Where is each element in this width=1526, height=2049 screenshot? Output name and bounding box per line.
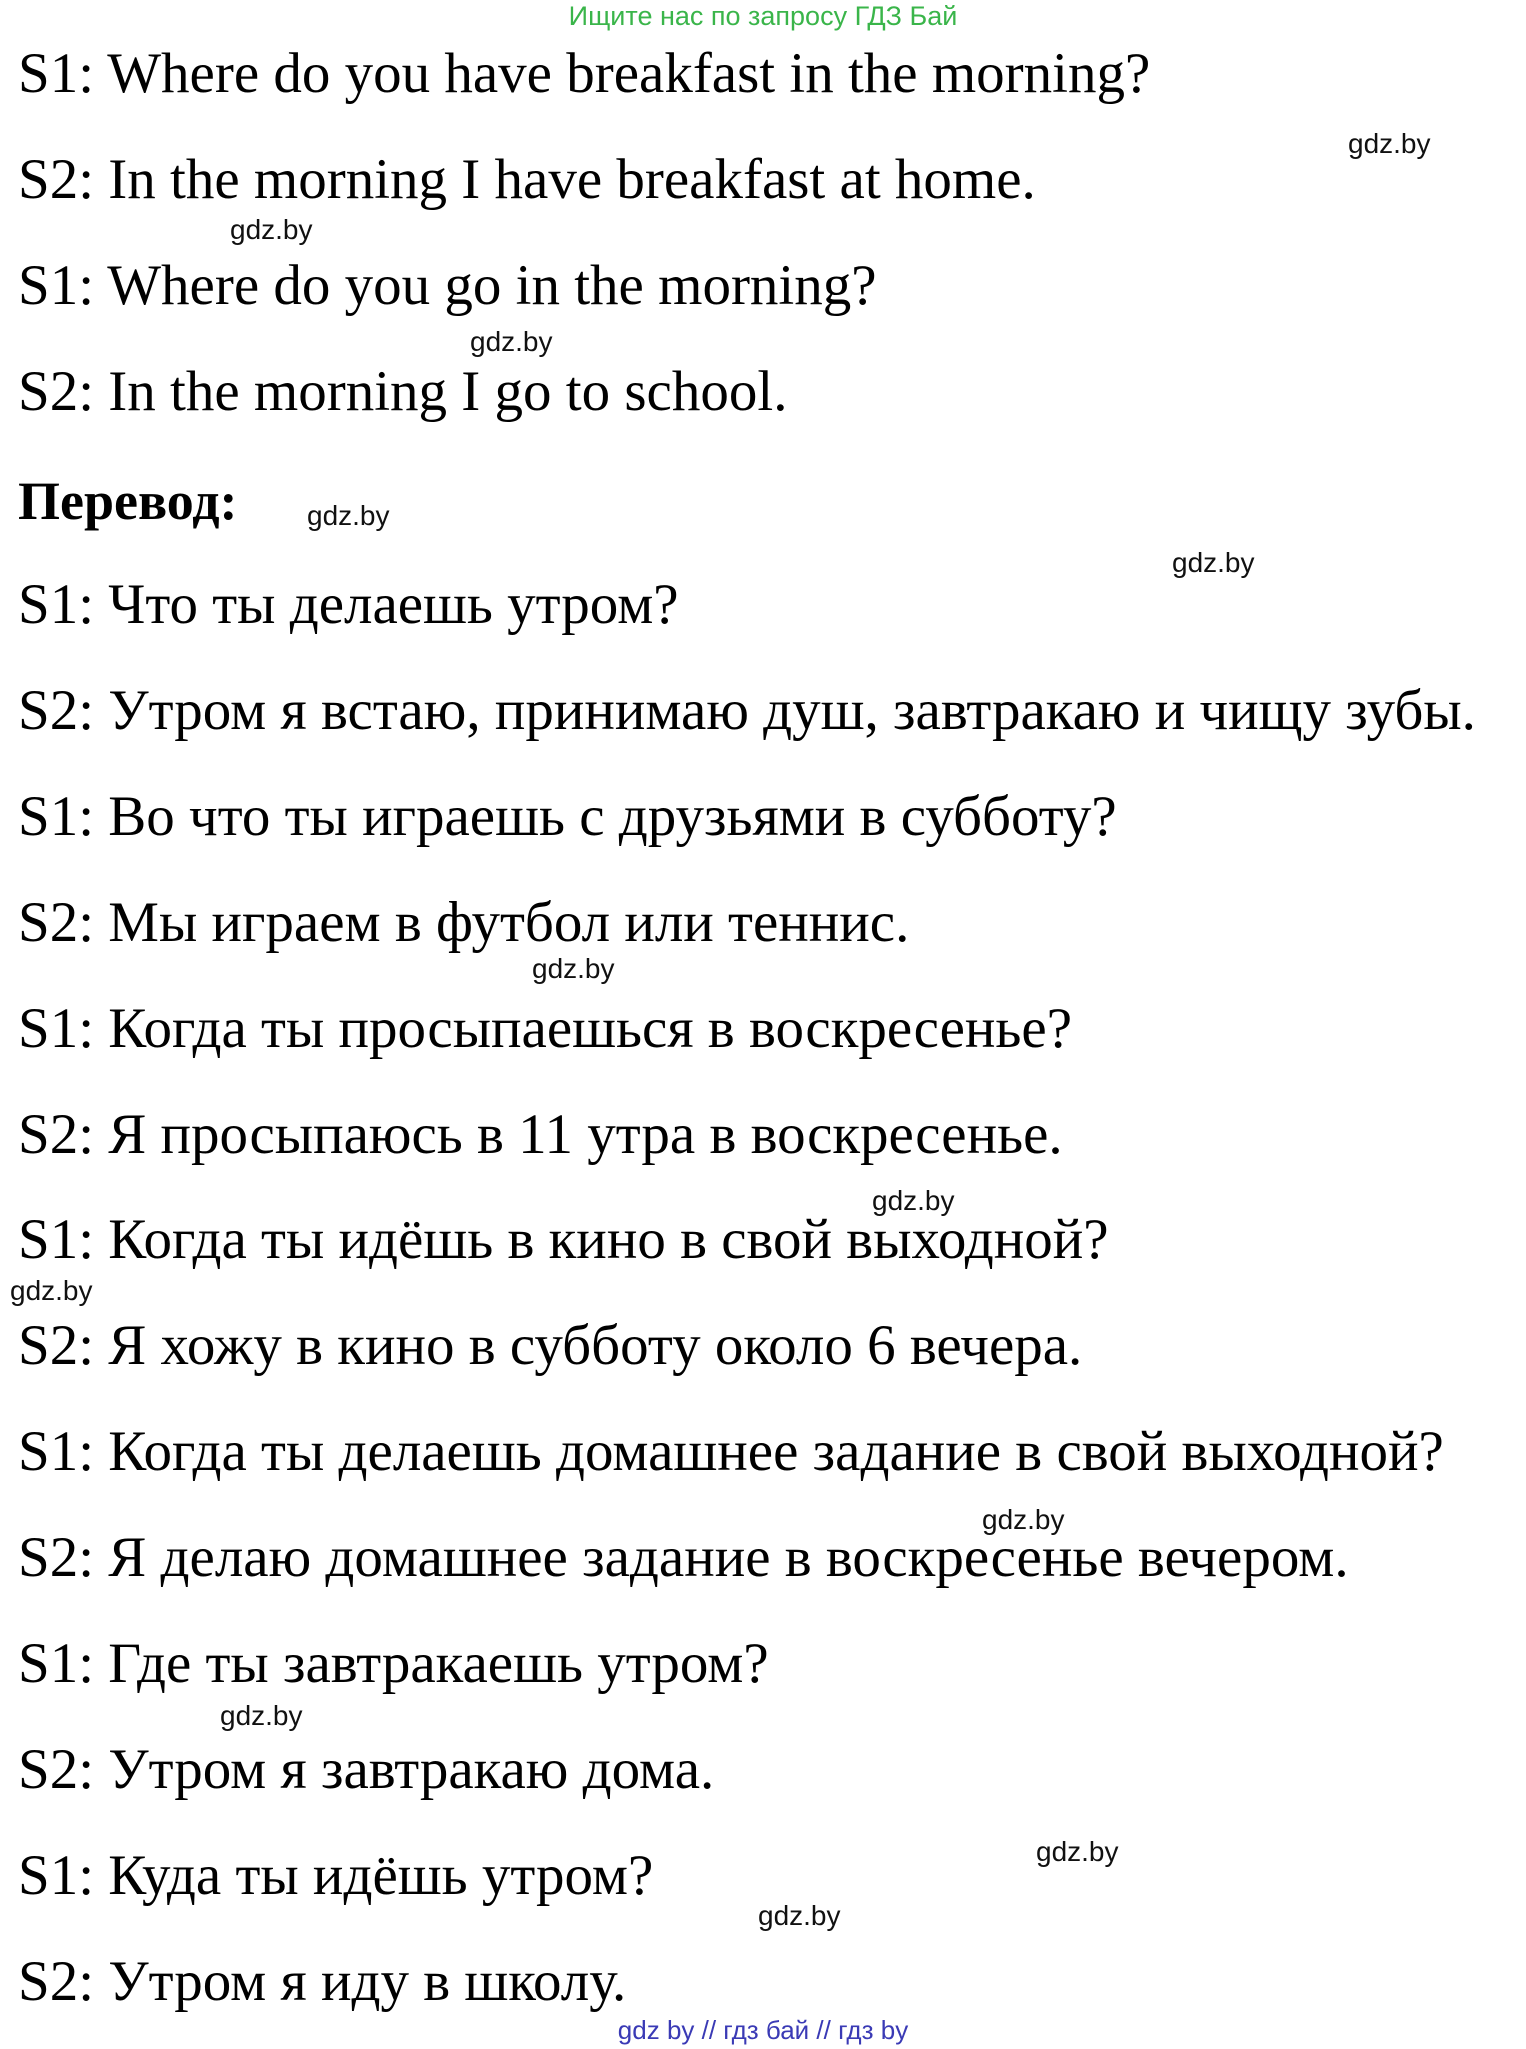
dialogue-line-ru: S1: Когда ты просыпаешься в воскресенье?	[18, 997, 1072, 1060]
dialogue-line-ru: S2: Мы играем в футбол или теннис.	[18, 891, 910, 954]
dialogue-line-ru: S1: Что ты делаешь утром?	[18, 573, 679, 636]
watermark: gdz.by	[982, 1504, 1065, 1535]
dialogue-line-en: S1: Where do you have breakfast in the morning?	[18, 42, 1151, 105]
dialogue-line-ru: S1: Где ты завтракаешь утром?	[18, 1632, 769, 1695]
dialogue-line-ru: S2: Утром я иду в школу.	[18, 1950, 627, 2013]
watermark: gdz.by	[1172, 547, 1255, 578]
watermark: gdz.by	[872, 1185, 955, 1216]
header-note: Ищите нас по запросу ГДЗ Бай	[568, 1, 958, 31]
footer-note: gdz by // гдз бай // гдз by	[617, 2015, 909, 2045]
dialogue-line-ru: S1: Когда ты идёшь в кино в свой выходной?	[18, 1208, 1109, 1271]
watermark: gdz.by	[220, 1700, 303, 1731]
translation-heading: Перевод:	[18, 471, 238, 531]
watermark: gdz.by	[532, 953, 615, 984]
watermark: gdz.by	[1348, 128, 1431, 159]
dialogue-line-en: S1: Where do you go in the morning?	[18, 254, 877, 317]
dialogue-line-ru: S2: Утром я завтракаю дома.	[18, 1738, 715, 1801]
dialogue-line-ru: S2: Я просыпаюсь в 11 утра в воскресенье.	[18, 1103, 1063, 1166]
dialogue-line-ru: S2: Я делаю домашнее задание в воскресенье вечером.	[18, 1526, 1349, 1589]
watermark: gdz.by	[1036, 1836, 1119, 1867]
watermark: gdz.by	[230, 214, 313, 245]
watermark: gdz.by	[10, 1275, 93, 1306]
watermark: gdz.by	[758, 1900, 841, 1931]
dialogue-line-ru: S1: Когда ты делаешь домашнее задание в свой выходной?	[18, 1420, 1444, 1483]
watermark: gdz.by	[307, 500, 390, 531]
dialogue-line-ru: S2: Утром я встаю, принимаю душ, завтракаю и чищу зубы.	[18, 679, 1476, 742]
dialogue-line-ru: S2: Я хожу в кино в субботу около 6 вечера.	[18, 1314, 1083, 1377]
dialogue-line-en: S2: In the morning I have breakfast at home.	[18, 148, 1036, 211]
watermark: gdz.by	[470, 326, 553, 357]
dialogue-line-en: S2: In the morning I go to school.	[18, 360, 788, 423]
dialogue-line-ru: S1: Во что ты играешь с друзьями в субботу?	[18, 785, 1117, 848]
dialogue-line-ru: S1: Куда ты идёшь утром?	[18, 1844, 654, 1907]
